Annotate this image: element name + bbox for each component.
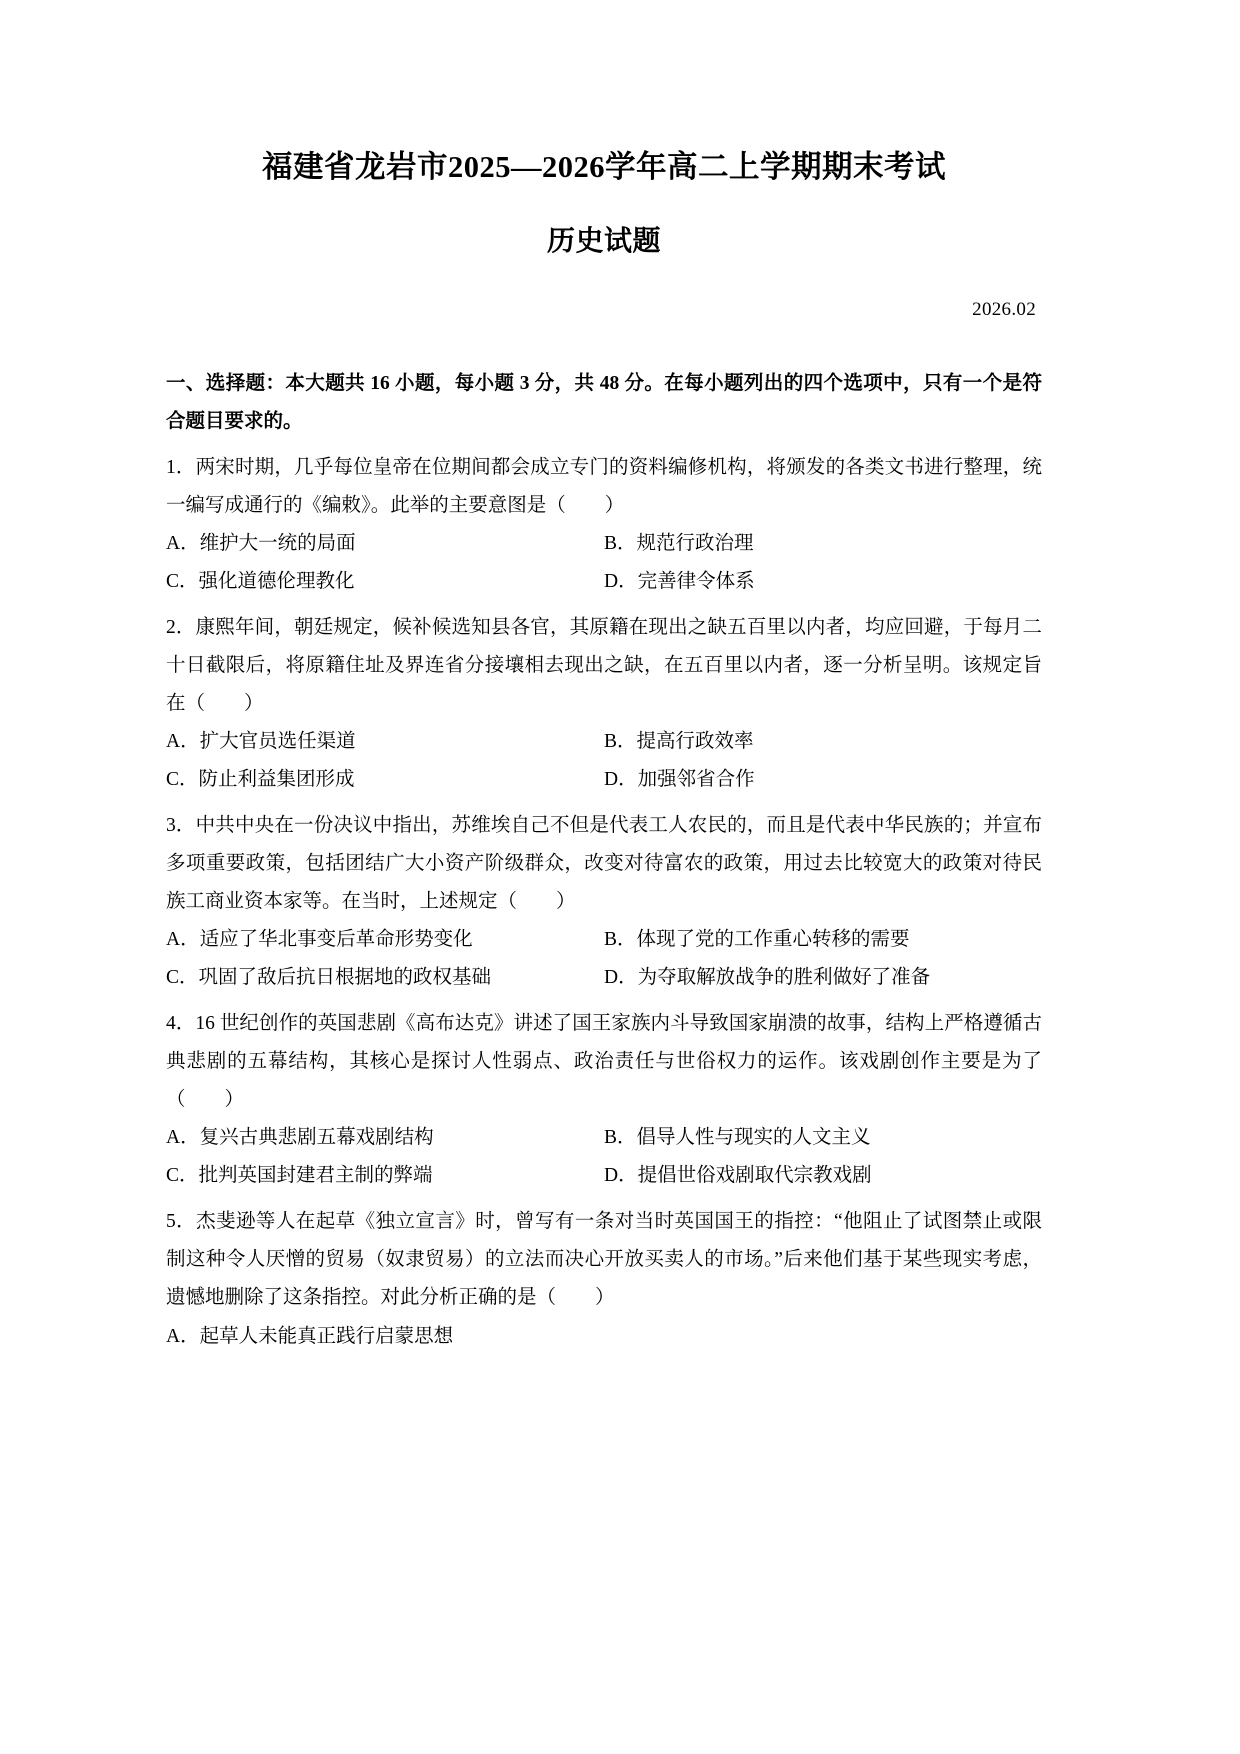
question-1-option-d[interactable]: D．完善律令体系	[604, 571, 755, 593]
exam-date: 2026.02	[972, 299, 1036, 321]
question-5-options	[166, 1318, 1042, 1356]
question-4-options	[166, 1119, 1042, 1195]
question-1-option-b[interactable]: B．规范行政治理	[604, 533, 754, 555]
page-content	[166, 0, 1042, 1356]
question-1-option-c[interactable]: C．强化道德伦理教化	[166, 571, 355, 593]
question-3-options	[166, 921, 1042, 997]
question-1-stem: 1．两宋时期，几乎每位皇帝在位期间都会成立专门的资料编修机构，将颁发的各类文书进行整理，统一编写成通行的《编敕》。此举的主要意图是（ ）	[166, 457, 1042, 517]
question-2	[166, 601, 1042, 799]
question-2-option-c[interactable]: C．防止利益集团形成	[166, 769, 355, 791]
question-1-option-a[interactable]: A．维护大一统的局面	[166, 533, 356, 555]
question-4-option-b[interactable]: B．倡导人性与现实的人文主义	[604, 1127, 871, 1149]
page-subtitle: 历史试题	[546, 226, 661, 258]
question-4-stem: 4．16 世纪创作的英国悲剧《高布达克》讲述了国王家族内斗导致国家崩溃的故事，结构上严格遵循古典悲剧的五幕结构，其核心是探讨人性弱点、政治责任与世俗权力的运作。该戏剧创作主要是为了（ ）	[166, 1013, 1042, 1111]
question-4	[166, 997, 1042, 1195]
question-1	[166, 441, 1042, 601]
question-5-option-a[interactable]: A．起草人未能真正践行启蒙思想	[166, 1325, 454, 1347]
question-3-option-b[interactable]: B．体现了党的工作重心转移的需要	[604, 929, 910, 951]
question-5-stem: 5．杰斐逊等人在起草《独立宣言》时，曾写有一条对当时英国国王的指控：“他阻止了试图禁止或限制这种令人厌憎的贸易（奴隶贸易）的立法而决心开放买卖人的市场。”后来他们基于某些现实考虑，遗憾地删除了这条指控。对此分析正确的是（ ）	[166, 1211, 1042, 1309]
question-4-option-c[interactable]: C．批判英国封建君主制的弊端	[166, 1165, 433, 1187]
question-2-option-d[interactable]: D．加强邻省合作	[604, 769, 755, 791]
question-1-options	[166, 525, 1042, 601]
question-2-stem: 2．康熙年间，朝廷规定，候补候选知县各官，其原籍在现出之缺五百里以内者，均应回避，于每月二十日截限后，将原籍住址及界连省分接壤相去现出之缺，在五百里以内者，逐一分析呈明。该规定旨在（ ）	[166, 617, 1042, 715]
question-2-options	[166, 723, 1042, 799]
question-3	[166, 799, 1042, 997]
question-3-option-c[interactable]: C．巩固了敌后抗日根据地的政权基础	[166, 967, 492, 989]
question-3-option-a[interactable]: A．适应了华北事变后革命形势变化	[166, 929, 473, 951]
question-4-option-d[interactable]: D．提倡世俗戏剧取代宗教戏剧	[604, 1165, 872, 1187]
question-5	[166, 1195, 1042, 1355]
question-2-option-b[interactable]: B．提高行政效率	[604, 731, 754, 753]
question-3-stem: 3．中共中央在一份决议中指出，苏维埃自己不但是代表工人农民的，而且是代表中华民族的；并宣布多项重要政策，包括团结广大小资产阶级群众，改变对待富农的政策，用过去比较宽大的政策对待民族工商业资本家等。在当时，上述规定（ ）	[166, 815, 1042, 913]
question-4-option-a[interactable]: A．复兴古典悲剧五幕戏剧结构	[166, 1127, 434, 1149]
question-3-option-d[interactable]: D．为夺取解放战争的胜利做好了准备	[604, 967, 931, 989]
question-2-option-a[interactable]: A．扩大官员选任渠道	[166, 731, 356, 753]
page-title: 福建省龙岩市2025—2026学年高二上学期期末考试	[262, 150, 946, 184]
section-heading-choice: 一、选择题：本大题共 16 小题，每小题 3 分，共 48 分。在每小题列出的四个选项中，只有一个是符合题目要求的。	[166, 373, 1042, 433]
